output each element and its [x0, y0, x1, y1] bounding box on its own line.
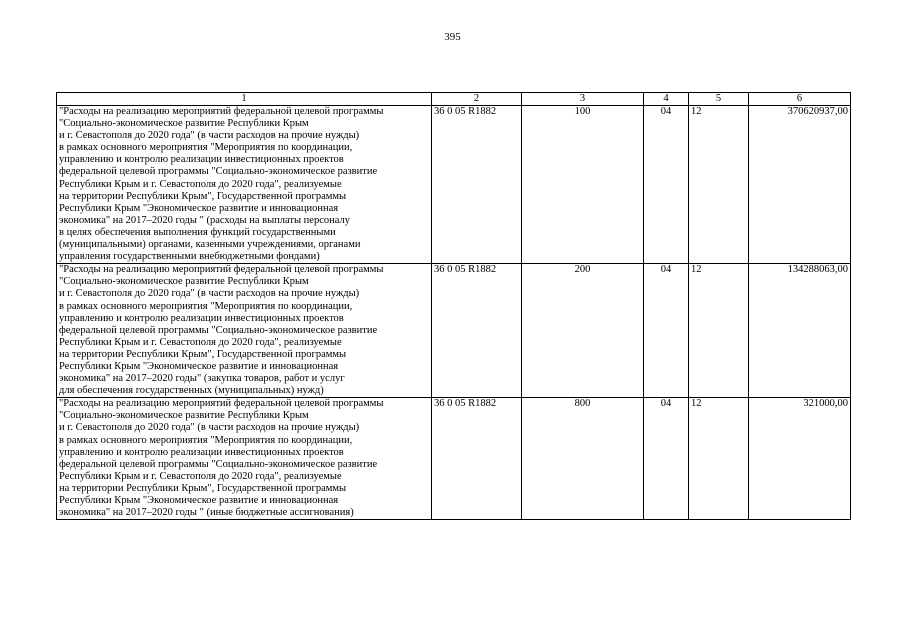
description-line: в рамках основного мероприятия "Мероприятия по координации,	[59, 300, 353, 312]
description-line: на территории Республики Крым", Государственной программы	[59, 190, 347, 202]
description-line: "Расходы на реализацию мероприятий федеральной целевой программы	[59, 264, 384, 276]
row-column-4: 04	[644, 398, 689, 520]
row-amount: 321000,00	[749, 398, 851, 520]
description-line: и г. Севастополя до 2020 года" (в части расходов на прочие нужды)	[59, 130, 360, 142]
header-row	[57, 93, 851, 106]
row-column-4: 04	[644, 106, 689, 264]
description-line: управлению и контролю реализации инвестиционных проектов	[59, 154, 344, 166]
row-amount: 370620937,00	[749, 106, 851, 264]
description-line: в рамках основного мероприятия "Мероприятия по координации,	[59, 434, 353, 446]
description-line: Республики Крым и г. Севастополя до 2020 года", реализуемые	[59, 178, 342, 190]
row-code: 36 0 05 R1882	[432, 106, 522, 264]
row-description	[57, 398, 432, 520]
column-header-5: 5	[689, 93, 749, 106]
description-line: управлению и контролю реализации инвестиционных проектов	[59, 446, 344, 458]
description-line: в целях обеспечения выполнения функций государственными	[59, 226, 336, 238]
description-line: "Социально-экономическое развитие Республики Крым	[59, 118, 309, 130]
column-header-2: 2	[432, 93, 522, 106]
description-line: управлению и контролю реализации инвестиционных проектов	[59, 312, 344, 324]
row-code: 36 0 05 R1882	[432, 264, 522, 398]
description-line: "Расходы на реализацию мероприятий федеральной целевой программы	[59, 398, 384, 410]
column-header-1: 1	[57, 93, 432, 106]
row-column-3: 100	[522, 106, 644, 264]
description-line: "Социально-экономическое развитие Республики Крым	[59, 276, 309, 288]
description-line: Республики Крым и г. Севастополя до 2020 года", реализуемые	[59, 470, 342, 482]
column-header-4: 4	[644, 93, 689, 106]
description-line: Республики Крым и г. Севастополя до 2020 года", реализуемые	[59, 336, 342, 348]
description-line: федеральной целевой программы "Социально-экономическое развитие	[59, 458, 378, 470]
page-number: 395	[444, 31, 461, 43]
description-line: экономика" на 2017–2020 годы " (иные бюджетные ассигнования)	[59, 507, 354, 519]
description-line: федеральной целевой программы "Социально-экономическое развитие	[59, 324, 378, 336]
description-line: экономика" на 2017–2020 годы" (закупка товаров, работ и услуг	[59, 373, 345, 385]
row-column-5: 12	[689, 398, 749, 520]
row-column-5: 12	[689, 264, 749, 398]
row-description	[57, 264, 432, 398]
row-column-3: 800	[522, 398, 644, 520]
budget-table	[56, 92, 851, 520]
description-line: на территории Республики Крым", Государственной программы	[59, 348, 347, 360]
description-line: Республики Крым "Экономическое развитие и инновационная	[59, 495, 339, 506]
table-row	[57, 264, 851, 398]
description-line: и г. Севастополя до 2020 года" (в части расходов на прочие нужды)	[59, 422, 360, 434]
row-description	[57, 106, 432, 264]
description-line: Республики Крым "Экономическое развитие и инновационная	[59, 360, 339, 372]
table-row	[57, 106, 851, 264]
row-column-4: 04	[644, 264, 689, 398]
description-line: для обеспечения государственных (муниципальных) нужд)	[59, 385, 324, 397]
description-line: и г. Севастополя до 2020 года" (в части расходов на прочие нужды)	[59, 288, 360, 300]
description-line: "Социально-экономическое развитие Республики Крым	[59, 410, 309, 422]
description-line: федеральной целевой программы "Социально-экономическое развитие	[59, 166, 378, 178]
description-line: управления государственными внебюджетными фондами)	[59, 251, 320, 263]
description-line: (муниципальными) органами, казенными учреждениями, органами	[59, 239, 361, 251]
row-amount: 134288063,00	[749, 264, 851, 398]
description-line: на территории Республики Крым", Государственной программы	[59, 482, 347, 494]
row-column-3: 200	[522, 264, 644, 398]
description-line: экономика" на 2017–2020 годы " (расходы на выплаты персоналу	[59, 214, 350, 226]
column-header-6: 6	[749, 93, 851, 106]
row-column-5: 12	[689, 106, 749, 264]
description-line: "Расходы на реализацию мероприятий федеральной целевой программы	[59, 106, 384, 117]
row-code: 36 0 05 R1882	[432, 398, 522, 520]
table-row	[57, 398, 851, 520]
column-header-3: 3	[522, 93, 644, 106]
description-line: в рамках основного мероприятия "Мероприятия по координации,	[59, 142, 353, 154]
description-line: Республики Крым "Экономическое развитие и инновационная	[59, 202, 339, 214]
